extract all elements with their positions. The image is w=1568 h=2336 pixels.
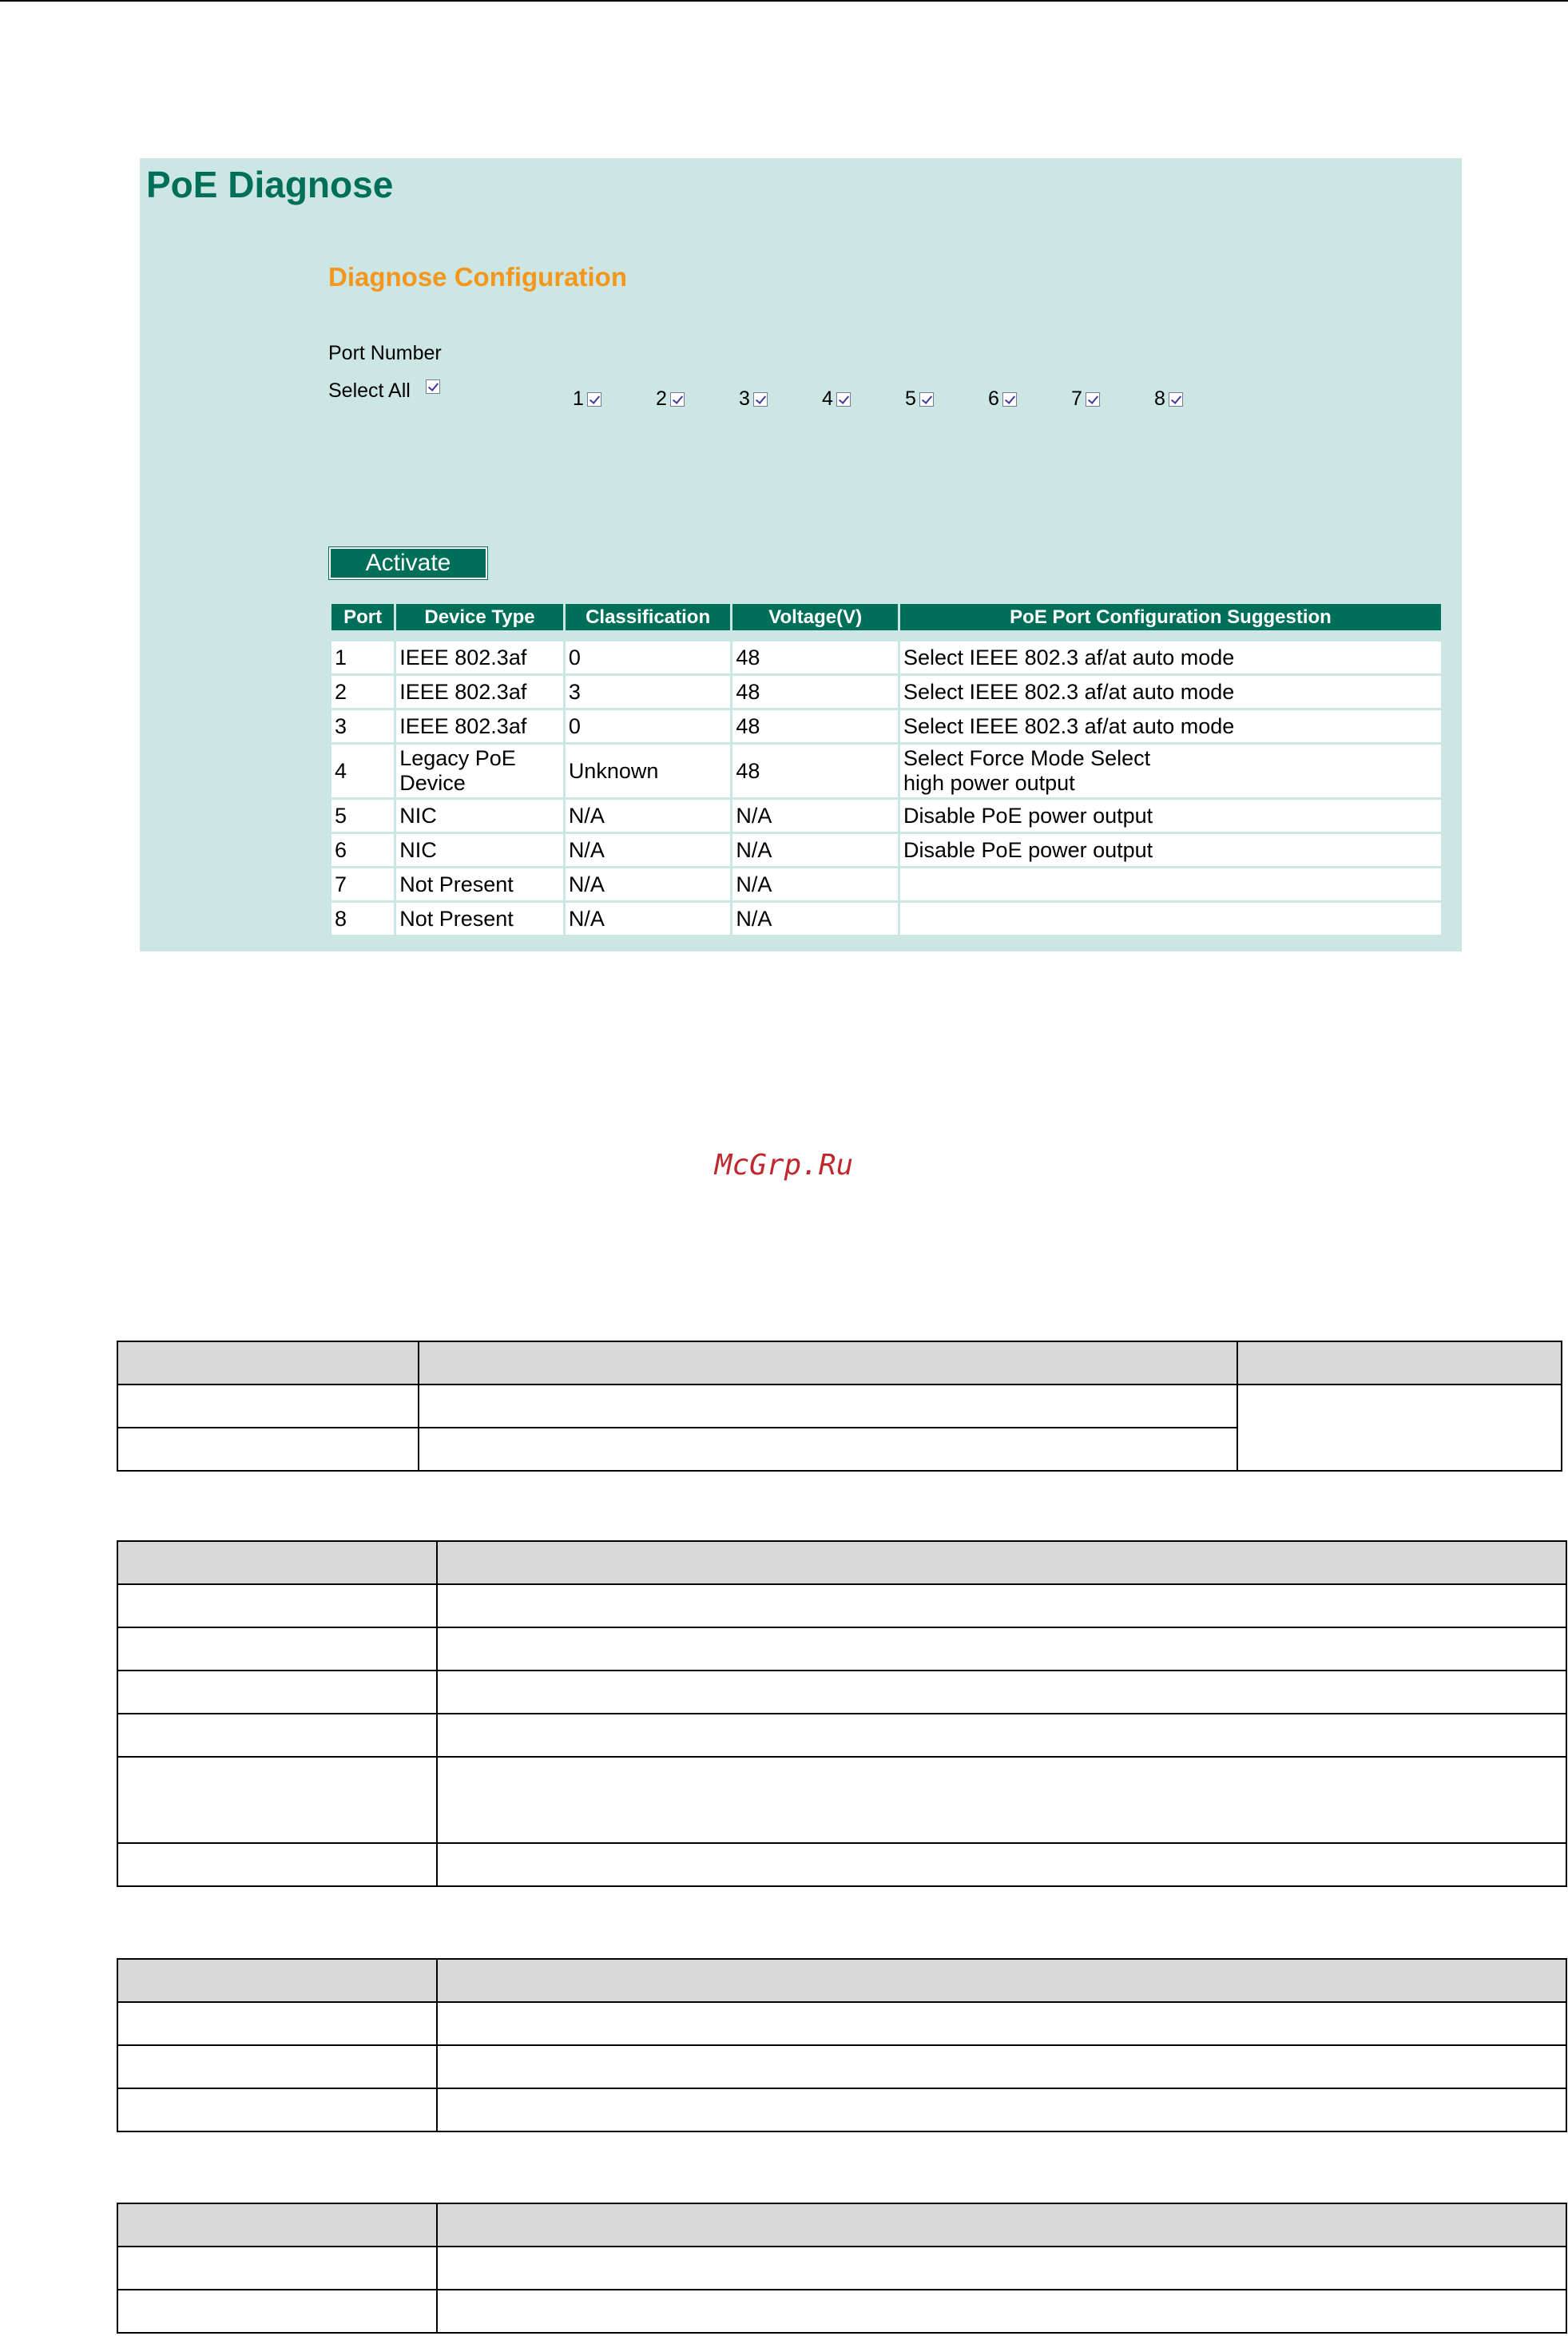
checkbox[interactable]: [1086, 392, 1100, 407]
watermark-text: McGrp.Ru: [714, 1149, 854, 1182]
col-header-voltage: Voltage(V): [732, 604, 898, 630]
port-label: 3: [739, 387, 750, 410]
table-cell: [437, 2203, 1566, 2247]
table-cell: [117, 2290, 437, 2333]
port-label: 5: [905, 387, 916, 410]
table-cell: [437, 1584, 1566, 1627]
cell-suggestion: Select IEEE 802.3 af/at auto mode: [900, 710, 1441, 742]
cell-classification: 0: [566, 642, 731, 673]
table-header-row: [331, 604, 1441, 630]
port-label: 1: [573, 387, 584, 410]
table-cell: [117, 1757, 437, 1843]
table-cell: [1237, 1341, 1562, 1385]
table-row: [331, 834, 1441, 866]
page-title: PoE Diagnose: [146, 164, 394, 205]
cell-suggestion: [900, 903, 1441, 935]
table-cell: [1237, 1385, 1562, 1471]
col-header-classification: Classification: [566, 604, 731, 630]
port-checkbox-4[interactable]: [822, 387, 851, 411]
table-row: [331, 903, 1441, 935]
checkbox[interactable]: [670, 392, 685, 407]
cell-suggestion: Select Force Mode Select high power output: [900, 745, 1441, 797]
cell-voltage: 48: [732, 642, 898, 673]
cell-classification: N/A: [566, 834, 731, 866]
cell-voltage: 48: [732, 676, 898, 708]
port-label: 6: [988, 387, 999, 410]
cell-voltage: N/A: [732, 903, 898, 935]
cell-port: 4: [331, 745, 394, 797]
port-label: 2: [656, 387, 667, 410]
table-cell: [117, 2045, 437, 2088]
table-cell: [117, 1959, 437, 2002]
poe-diagnose-panel: [140, 158, 1462, 951]
cell-device-type: IEEE 802.3af: [396, 642, 563, 673]
table-cell: [117, 1541, 437, 1584]
table-cell: [437, 2247, 1566, 2290]
table-cell: [117, 1584, 437, 1627]
checkbox[interactable]: [753, 392, 768, 407]
cell-classification: N/A: [566, 868, 731, 900]
cell-device-type: Not Present: [396, 903, 563, 935]
doc-table-1: [117, 1341, 1562, 1472]
table-cell: [419, 1385, 1237, 1428]
cell-device-type: IEEE 802.3af: [396, 676, 563, 708]
cell-suggestion: Select IEEE 802.3 af/at auto mode: [900, 676, 1441, 708]
table-cell: [437, 1959, 1566, 2002]
cell-voltage: N/A: [732, 834, 898, 866]
port-checkbox-6[interactable]: [988, 387, 1017, 411]
table-cell: [117, 1843, 437, 1886]
table-cell: [437, 1627, 1566, 1671]
cell-device-type: Not Present: [396, 868, 563, 900]
table-cell: [437, 2002, 1566, 2045]
table-cell: [437, 2045, 1566, 2088]
table-cell: [117, 1385, 419, 1428]
checkbox[interactable]: [1169, 392, 1183, 407]
table-cell: [117, 1627, 437, 1671]
cell-port: 3: [331, 710, 394, 742]
cell-voltage: 48: [732, 745, 898, 797]
port-label: 7: [1071, 387, 1082, 410]
table-cell: [117, 2088, 437, 2131]
table-row: [331, 676, 1441, 708]
cell-suggestion: Select IEEE 802.3 af/at auto mode: [900, 642, 1441, 673]
port-checkbox-3[interactable]: [739, 387, 768, 411]
col-header-suggestion: PoE Port Configuration Suggestion: [900, 604, 1441, 630]
cell-classification: N/A: [566, 903, 731, 935]
table-cell: [437, 1541, 1566, 1584]
checkbox[interactable]: [919, 392, 934, 407]
col-header-port: Port: [331, 604, 394, 630]
cell-classification: 0: [566, 710, 731, 742]
doc-table-2: [117, 1540, 1567, 1887]
checkbox[interactable]: [836, 392, 851, 407]
table-cell: [437, 2088, 1566, 2131]
table-row: [331, 642, 1441, 673]
port-checkbox-7[interactable]: [1071, 387, 1100, 411]
table-cell: [437, 1843, 1566, 1886]
table-row: [331, 868, 1441, 900]
port-number-label: Port Number: [328, 342, 442, 364]
port-label: 4: [822, 387, 833, 410]
cell-suggestion: Disable PoE power output: [900, 800, 1441, 832]
table-cell: [117, 2002, 437, 2045]
doc-table-3: [117, 1958, 1567, 2132]
col-header-device-type: Device Type: [396, 604, 563, 630]
checkbox[interactable]: [587, 392, 601, 407]
cell-suggestion: [900, 868, 1441, 900]
table-cell: [437, 1714, 1566, 1757]
table-row: [331, 745, 1441, 797]
cell-classification: Unknown: [566, 745, 731, 797]
cell-voltage: 48: [732, 710, 898, 742]
port-checkbox-2[interactable]: [656, 387, 685, 411]
cell-port: 2: [331, 676, 394, 708]
select-all-checkbox[interactable]: [426, 379, 440, 394]
table-cell: [117, 2247, 437, 2290]
table-cell: [117, 2203, 437, 2247]
table-cell: [117, 1428, 419, 1471]
table-cell: [117, 1671, 437, 1714]
port-checkbox-5[interactable]: [905, 387, 934, 411]
cell-device-type: NIC: [396, 800, 563, 832]
cell-port: 1: [331, 642, 394, 673]
port-label: 8: [1154, 387, 1165, 410]
port-checkbox-8[interactable]: [1154, 387, 1183, 411]
cell-voltage: N/A: [732, 868, 898, 900]
diagnose-results-table: [329, 602, 1443, 937]
table-cell: [117, 1714, 437, 1757]
table-cell: [437, 2290, 1566, 2333]
cell-port: 6: [331, 834, 394, 866]
cell-suggestion: Disable PoE power output: [900, 834, 1441, 866]
cell-classification: 3: [566, 676, 731, 708]
table-cell: [117, 1341, 419, 1385]
cell-device-type: IEEE 802.3af: [396, 710, 563, 742]
select-all-label: Select All: [328, 379, 411, 402]
cell-device-type: NIC: [396, 834, 563, 866]
table-cell: [419, 1341, 1237, 1385]
port-checkbox-1[interactable]: [573, 387, 601, 411]
table-row: [331, 800, 1441, 832]
cell-classification: N/A: [566, 800, 731, 832]
table-cell: [437, 1671, 1566, 1714]
table-cell: [437, 1757, 1566, 1843]
checkbox[interactable]: [1002, 392, 1017, 407]
table-row: [331, 710, 1441, 742]
cell-port: 8: [331, 903, 394, 935]
page-top-rule: [0, 0, 1568, 2]
doc-table-4: [117, 2203, 1567, 2334]
table-cell: [419, 1428, 1237, 1471]
activate-button[interactable]: Activate: [329, 547, 487, 579]
cell-port: 7: [331, 868, 394, 900]
section-title: Diagnose Configuration: [328, 262, 627, 292]
cell-device-type: Legacy PoE Device: [396, 745, 563, 797]
cell-voltage: N/A: [732, 800, 898, 832]
cell-port: 5: [331, 800, 394, 832]
